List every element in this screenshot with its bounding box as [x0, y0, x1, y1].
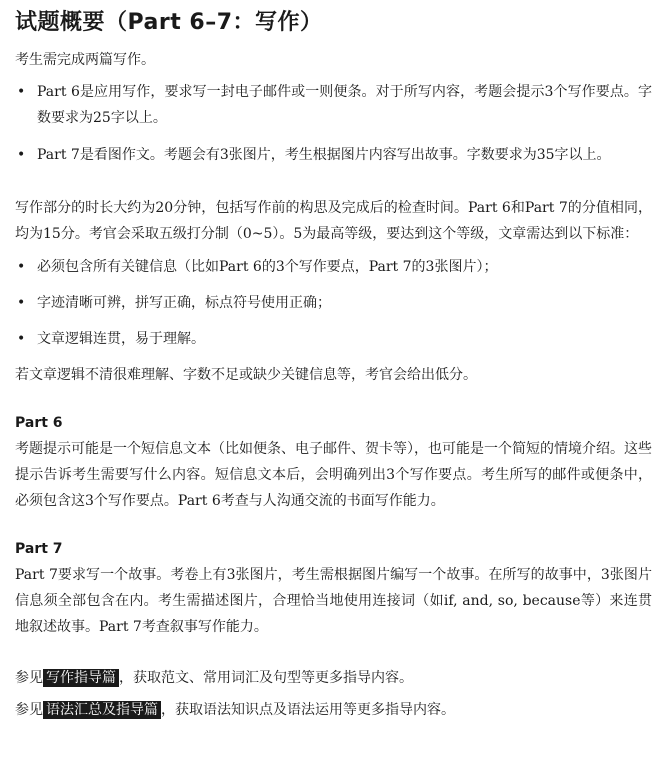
reference-prefix: 参见: [15, 670, 43, 686]
page-title: 试题概要（Part 6–7：写作）: [15, 10, 323, 35]
standard-item: 字迹清晰可辨，拼写正确，标点符号使用正确；: [37, 295, 331, 311]
part7-text: Part 7要求写一个故事。考卷上有3张图片，考生需根据图片编写一个故事。在所写的故事中，3张图片信息须全部包含在内。考生需描述图片，合理恰当地使用连接词（如if, and, so, because等）来连贯地叙述故事。Part 7考查叙事写作能力。: [15, 567, 652, 635]
grammar-guide-link[interactable]: 语法汇总及指导篇: [43, 701, 161, 719]
part7-heading: Part 7: [15, 541, 63, 557]
reference-line: [15, 696, 652, 724]
list-item: [15, 326, 652, 352]
standard-item: 必须包含所有关键信息（比如Part 6的3个写作要点，Part 7的3张图片）；: [37, 259, 498, 275]
bullet-icon: •: [17, 147, 26, 163]
writing-guide-link[interactable]: 写作指导篇: [43, 669, 119, 687]
list-item: [15, 254, 652, 280]
list-item: [15, 290, 652, 316]
intro-text: 考生需完成两篇写作。: [15, 52, 155, 68]
bullet-icon: •: [17, 84, 26, 100]
standard-item: 文章逻辑连贯，易于理解。: [37, 331, 205, 347]
reference-prefix: 参见: [15, 702, 43, 718]
part6-text: 考题提示可能是一个短信息文本（比如便条、电子邮件、贺卡等），也可能是一个简短的情境介绍。这些提示告诉考生需要写什么内容。短信息文本后，会明确列出3个写作要点。考生所写的邮件或便条中，必须包含这3个写作要点。Part 6考查与人沟通交流的书面写作能力。: [15, 441, 652, 509]
low-score-note: 若文章逻辑不清很难理解、字数不足或缺少关键信息等，考官会给出低分。: [15, 367, 477, 383]
bullet-icon: •: [17, 331, 26, 347]
part6-heading: Part 6: [15, 415, 63, 431]
scoring-paragraph: 写作部分的时长大约为20分钟，包括写作前的构思及完成后的检查时间。Part 6和Part 7的分值相同，均为15分。考官会采取五级打分制（0~5）。5为最高等级，要达到这个等级，文章需达到以下标准：: [15, 200, 652, 242]
document-page: [15, 8, 652, 728]
standards-list: [15, 254, 652, 352]
part6-summary: Part 6是应用写作，要求写一封电子邮件或一则便条。对于所写内容，考题会提示3个写作要点。字数要求为25字以上。: [37, 84, 652, 126]
list-item: [15, 79, 652, 131]
reference-suffix: ，获取语法知识点及语法运用等更多指导内容。: [161, 702, 455, 718]
reference-line: [15, 664, 652, 692]
part7-summary: Part 7是看图作文。考题会有3张图片，考生根据图片内容写出故事。字数要求为35字以上。: [37, 147, 611, 163]
reference-suffix: ，获取范文、常用词汇及句型等更多指导内容。: [119, 670, 413, 686]
bullet-icon: •: [17, 295, 26, 311]
references: [15, 664, 652, 724]
parts-list: [15, 79, 652, 168]
list-item: [15, 142, 652, 168]
bullet-icon: •: [17, 259, 26, 275]
